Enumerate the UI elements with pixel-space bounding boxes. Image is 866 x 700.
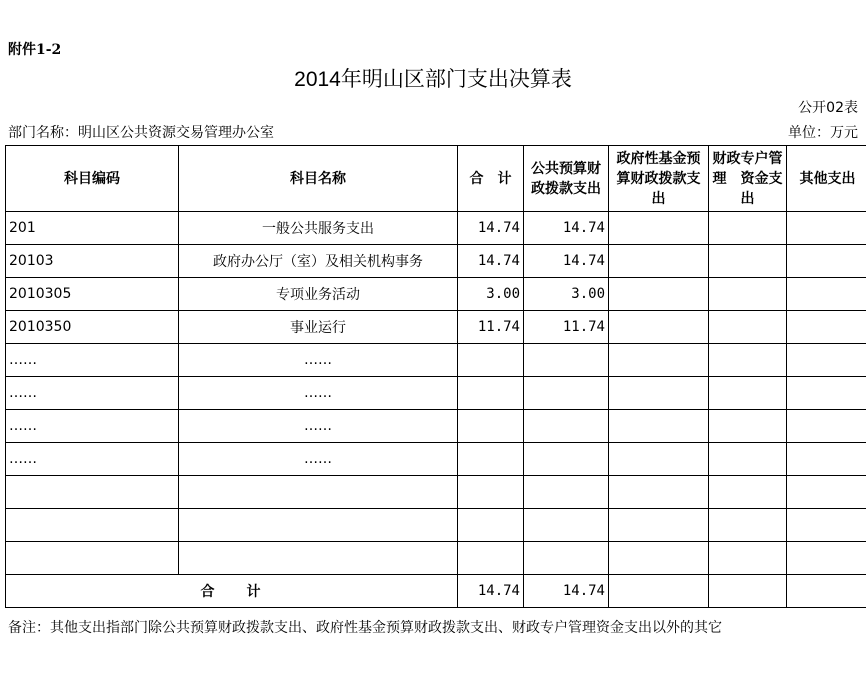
cell-name: 一般公共服务支出 — [179, 212, 458, 245]
cell-public-budget: 14.74 — [524, 575, 609, 608]
cell-code: …… — [6, 344, 179, 377]
cell-code: …… — [6, 377, 179, 410]
cell-name: …… — [179, 410, 458, 443]
form-code: 公开02表 — [798, 100, 858, 116]
cell-special-account — [709, 245, 787, 278]
cell-public-budget: 14.74 — [524, 245, 609, 278]
cell-public-budget — [524, 410, 609, 443]
cell-public-budget — [524, 377, 609, 410]
cell-other — [787, 443, 866, 476]
page-title: 2014年明山区部门支出决算表 — [294, 68, 572, 91]
cell-total — [458, 509, 524, 542]
cell-name: 政府办公厅（室）及相关机构事务 — [179, 245, 458, 278]
cell-total — [458, 476, 524, 509]
cell-total — [458, 542, 524, 575]
cell-gov-fund — [609, 212, 709, 245]
header-other: 其他支出 — [787, 146, 866, 212]
cell-total — [458, 344, 524, 377]
cell-name — [179, 476, 458, 509]
header-special-account: 财政专户管理 资金支出 — [709, 146, 787, 212]
footnote: 备注：其他支出指部门除公共预算财政拨款支出、政府性基金预算财政拨款支出、财政专户管理资金支出以外的其它 — [8, 620, 722, 636]
cell-other — [787, 311, 866, 344]
table-row — [6, 410, 866, 443]
cell-name: …… — [179, 344, 458, 377]
cell-code: …… — [6, 410, 179, 443]
cell-special-account — [709, 476, 787, 509]
cell-special-account — [709, 344, 787, 377]
cell-name: …… — [179, 443, 458, 476]
cell-special-account — [709, 212, 787, 245]
cell-code — [6, 509, 179, 542]
cell-special-account — [709, 377, 787, 410]
header-public-budget: 公共预算财政拨款支出 — [524, 146, 609, 212]
cell-other — [787, 212, 866, 245]
table-row — [6, 443, 866, 476]
cell-public-budget: 11.74 — [524, 311, 609, 344]
cell-special-account — [709, 278, 787, 311]
cell-code: 2010350 — [6, 311, 179, 344]
table-row — [6, 509, 866, 542]
cell-total: 3.00 — [458, 278, 524, 311]
cell-public-budget: 14.74 — [524, 212, 609, 245]
cell-special-account — [709, 542, 787, 575]
cell-name — [179, 509, 458, 542]
cell-code: 201 — [6, 212, 179, 245]
total-label-left: 合 — [200, 584, 217, 600]
cell-public-budget: 3.00 — [524, 278, 609, 311]
cell-other — [787, 542, 866, 575]
table-row — [6, 476, 866, 509]
table-row — [6, 245, 866, 278]
attachment-label: 附件1-2 — [8, 42, 62, 58]
cell-public-budget — [524, 542, 609, 575]
cell-special-account — [709, 443, 787, 476]
cell-code: 2010305 — [6, 278, 179, 311]
cell-other — [787, 377, 866, 410]
cell-total: 11.74 — [458, 311, 524, 344]
cell-gov-fund — [609, 245, 709, 278]
cell-code: 20103 — [6, 245, 179, 278]
total-label — [6, 575, 458, 608]
table-row — [6, 212, 866, 245]
cell-gov-fund — [609, 278, 709, 311]
cell-code: …… — [6, 443, 179, 476]
cell-other — [787, 476, 866, 509]
cell-gov-fund — [609, 476, 709, 509]
cell-other — [787, 245, 866, 278]
cell-name: 专项业务活动 — [179, 278, 458, 311]
cell-public-budget — [524, 509, 609, 542]
cell-other — [787, 509, 866, 542]
cell-public-budget — [524, 344, 609, 377]
unit-label: 单位：万元 — [788, 125, 858, 141]
cell-gov-fund — [609, 344, 709, 377]
table-row — [6, 542, 866, 575]
cell-special-account — [709, 410, 787, 443]
cell-name — [179, 542, 458, 575]
table-row — [6, 278, 866, 311]
cell-gov-fund — [609, 443, 709, 476]
cell-total: 14.74 — [458, 245, 524, 278]
cell-code — [6, 542, 179, 575]
header-name: 科目名称 — [179, 146, 458, 212]
cell-other — [787, 575, 866, 608]
cell-total — [458, 443, 524, 476]
cell-special-account — [709, 311, 787, 344]
cell-other — [787, 410, 866, 443]
cell-public-budget — [524, 443, 609, 476]
cell-gov-fund — [609, 410, 709, 443]
cell-gov-fund — [609, 377, 709, 410]
cell-public-budget — [524, 476, 609, 509]
cell-special-account — [709, 575, 787, 608]
cell-name: 事业运行 — [179, 311, 458, 344]
table-row — [6, 311, 866, 344]
cell-special-account — [709, 509, 787, 542]
header-gov-fund: 政府性基金预算财政拨款支出 — [609, 146, 709, 212]
cell-total: 14.74 — [458, 575, 524, 608]
expenditure-table — [5, 145, 866, 608]
cell-total: 14.74 — [458, 212, 524, 245]
cell-other — [787, 278, 866, 311]
cell-gov-fund — [609, 311, 709, 344]
cell-code — [6, 476, 179, 509]
header-row — [6, 146, 866, 212]
cell-gov-fund — [609, 509, 709, 542]
cell-total — [458, 377, 524, 410]
header-code: 科目编码 — [6, 146, 179, 212]
cell-total — [458, 410, 524, 443]
cell-other — [787, 344, 866, 377]
department-name: 部门名称：明山区公共资源交易管理办公室 — [8, 125, 274, 141]
total-row — [6, 575, 866, 608]
table-row — [6, 377, 866, 410]
cell-name: …… — [179, 377, 458, 410]
total-label-right: 计 — [246, 584, 263, 600]
header-total: 合 计 — [458, 146, 524, 212]
table-row — [6, 344, 866, 377]
cell-gov-fund — [609, 575, 709, 608]
cell-gov-fund — [609, 542, 709, 575]
